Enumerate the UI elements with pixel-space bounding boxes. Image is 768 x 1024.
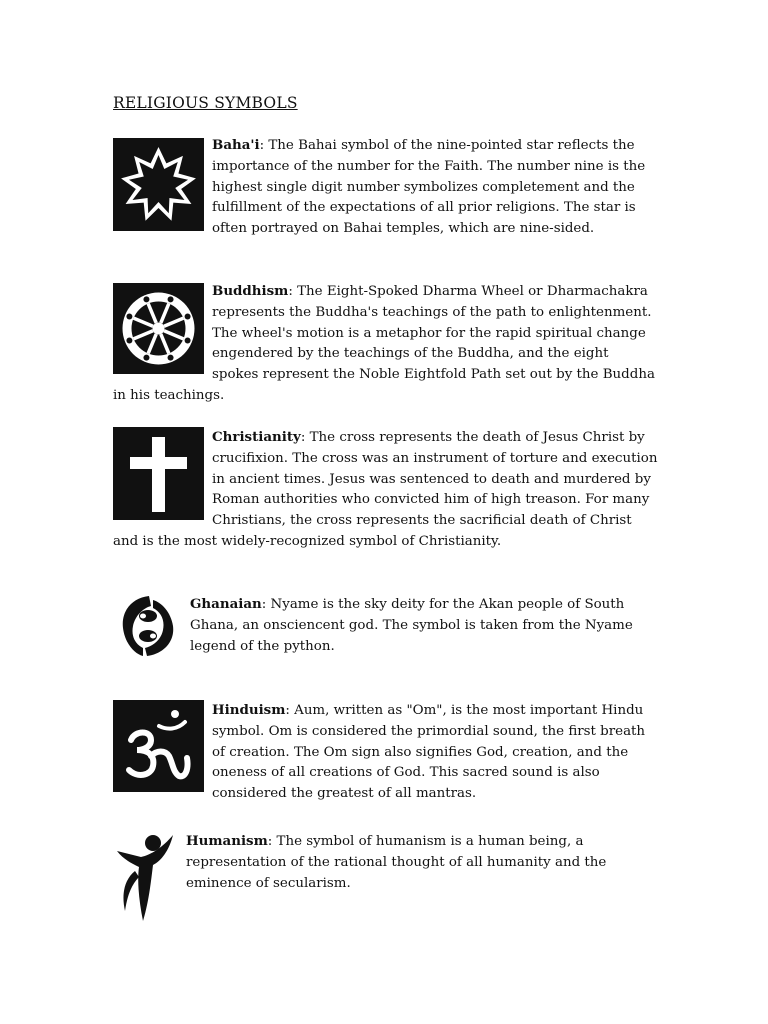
- entry-text: : The Bahai symbol of the nine-pointed star reflects the importance of the number for the Faith. The number nine is the highest single digit number symbolizes completement and the fulfillment of the expectations of all prior religions. The star is often portrayed on Bahai temples, which are nine-sided.: [212, 138, 646, 237]
- wheel-knob: [185, 338, 191, 344]
- entry-title: Baha'i: [212, 137, 260, 153]
- entry-christianity: [113, 427, 658, 553]
- entry-buddhism: [113, 281, 658, 407]
- cross-icon: [113, 427, 204, 520]
- entry-text: : The symbol of humanism is a human being, a representation of the rational thought of all humanity and the eminence of secularism.: [186, 834, 607, 891]
- entry-title: Humanism: [186, 833, 268, 849]
- entry-text: : The cross represents the death of Jesus Christ by crucifixion. The cross was an instrument of torture and execution in ancient times. Jesus was sentenced to death and murdered by Roman authorities who convicted him of high treason. For many Christians, the cross represents the sacrificial death of Christ and is the most widely-recognized symbol of Christianity.: [113, 430, 658, 549]
- wheel-knob: [168, 355, 174, 361]
- wheel-knob: [143, 355, 149, 361]
- gye-nyame-icon: [113, 594, 183, 660]
- wheel-knob: [168, 296, 174, 302]
- entry-ghanaian: [113, 594, 658, 660]
- wheel-knob: [185, 313, 191, 319]
- entry-title: Hinduism: [212, 702, 286, 718]
- entry-title: Ghanaian: [190, 596, 262, 612]
- happy-human-icon: [113, 831, 179, 923]
- nine-pointed-star-icon: [113, 138, 204, 231]
- page-title: RELIGIOUS SYMBOLS: [113, 94, 298, 112]
- entry-text: : The Eight-Spoked Dharma Wheel or Dharmachakra represents the Buddha's teachings of the path to enlightenment. The wheel's motion is a metaphor for the rapid spiritual change engendered by the teachings of the Buddha, and the eight spokes represent the Noble Eightfold Path set out by the Buddha in his teachings.: [113, 284, 655, 403]
- dharma-wheel-icon: [113, 283, 204, 374]
- wheel-knob: [126, 338, 132, 344]
- entry-hinduism: [113, 700, 658, 805]
- entry-humanism: [113, 831, 658, 923]
- entry-title: Christianity: [212, 429, 301, 445]
- wheel-knob: [126, 313, 132, 319]
- entry-bahai: [113, 135, 658, 240]
- entry-title: Buddhism: [212, 283, 289, 299]
- om-icon: [113, 700, 204, 792]
- entry-text: : Aum, written as "Om", is the most important Hindu symbol. Om is considered the primordial sound, the first breath of creation. The Om sign also signifies God, creation, and the oneness of all creations of God. This sacred sound is also considered the greatest of all mantras.: [212, 703, 646, 802]
- entry-text: : Nyame is the sky deity for the Akan people of South Ghana, an onsciencent god. The symbol is taken from the Nyame legend of the python.: [190, 597, 633, 654]
- wheel-knob: [143, 296, 149, 302]
